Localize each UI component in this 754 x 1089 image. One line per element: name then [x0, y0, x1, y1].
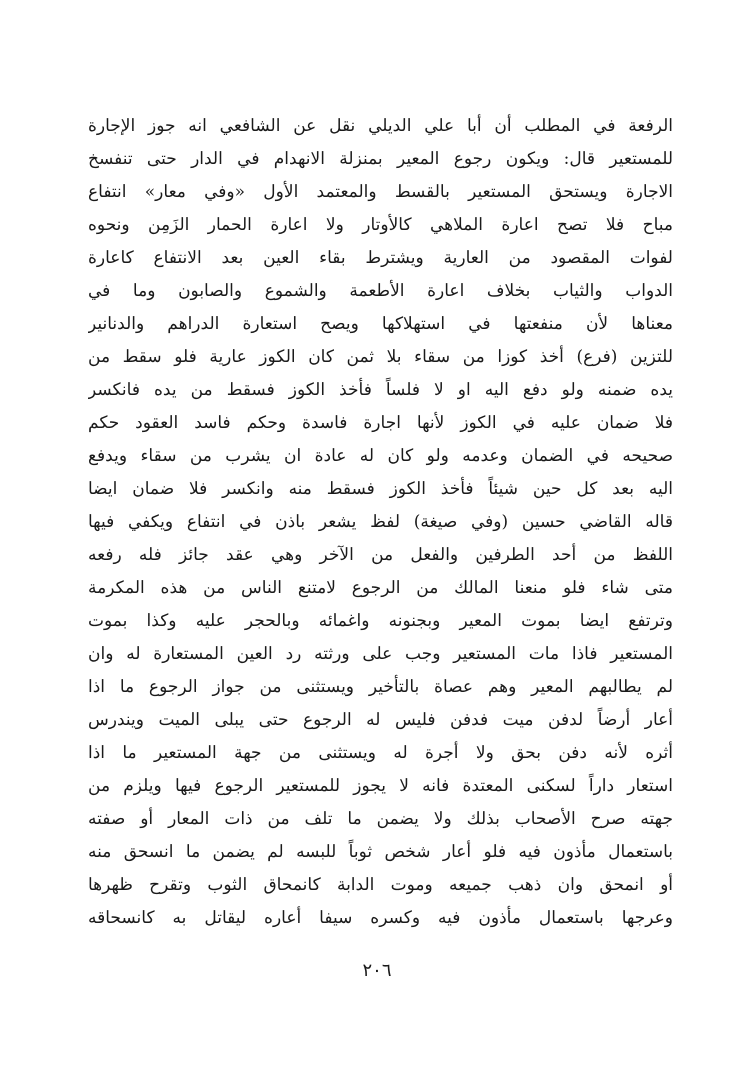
- text-line: معناها لأن منفعتها في استهلاكها ويصح استعارة الدراهم والدنانير: [88, 314, 673, 334]
- text-line: يده ضمنه ولو دفع اليه او لا فلساً فأخذ الكوز فسقط من يده فانكسر: [88, 380, 673, 400]
- text-line: وعرجها باستعمال مأذون فيه وكسره سيفا أعاره ليقاتل به كانسحاقه: [88, 908, 673, 928]
- text-line: اللفظ من أحد الطرفين والفعل من الآخر وهي عقد جائز فله رفعه: [88, 545, 673, 565]
- text-line: أو انمحق وان ذهب جميعه وموت الدابة كانمحاق الثوب وتقرح ظهرها: [88, 875, 673, 895]
- text-line: فلا ضمان عليه في الكوز لأنها اجارة فاسدة وحكم فاسد العقود حكم: [88, 413, 673, 433]
- text-line: الاجارة ويستحق المستعير بالقسط والمعتمد الأول «وفي معار» انتفاع: [88, 182, 673, 202]
- text-line: لم يطالبهم المعير وهم عصاة بالتأخير ويستثنى من جواز الرجوع ما اذا: [88, 677, 673, 697]
- text-line: لفوات المقصود من العارية ويشترط بقاء العين بعد الانتفاع كاعارة: [88, 248, 673, 268]
- text-line: استعار داراً لسكنى المعتدة فانه لا يجوز للمستعير الرجوع فيها ويلزم من: [88, 776, 673, 796]
- text-line: صحيحه في الضمان وعدمه ولو كان له عادة ان يشرب من سقاء ويدفع: [88, 446, 673, 466]
- text-line: وترتفع ايضا بموت المعير وبجنونه واغمائه وبالحجر عليه وكذا بموت: [88, 611, 673, 631]
- body-text: [88, 110, 673, 935]
- text-line: للتزين (فرع) أخذ كوزا من سقاء بلا ثمن كان الكوز عارية فلو سقط من: [88, 347, 673, 367]
- text-line: جهته صرح الأصحاب بذلك ولا يضمن ما تلف من ذات المعار أو صفته: [88, 809, 673, 829]
- text-line: اليه بعد كل حين شيئاً فأخذ الكوز فسقط منه وانكسر فلا ضمان ايضا: [88, 479, 673, 499]
- text-line: مباح فلا تصح اعارة الملاهي كالأوتار ولا اعارة الحمار الزَمِن ونحوه: [88, 215, 673, 235]
- text-line: أعار أرضاً لدفن ميت فدفن فليس له الرجوع حتى يبلى الميت ويندرس: [88, 710, 673, 730]
- text-line: قاله القاضي حسين (وفي صيغة) لفظ يشعر باذن في انتفاع ويكفي فيها: [88, 512, 673, 532]
- text-line: متى شاء فلو منعنا المالك من الرجوع لامتنع الناس من هذه المكرمة: [88, 578, 673, 598]
- text-line: باستعمال مأذون فيه فلو أعار شخص ثوباً للبسه لم يضمن ما انسحق منه: [88, 842, 673, 862]
- text-line: الرفعة في المطلب أن أبا علي الديلي نقل عن الشافعي انه جوز الإجارة: [88, 116, 673, 136]
- text-line: أثره لأنه دفن بحق ولا أجرة له ويستثنى من جهة المستعير ما اذا: [88, 743, 673, 763]
- text-line: المستعير فاذا مات المستعير وجب على ورثته رد العين المستعارة له وان: [88, 644, 673, 664]
- text-line: للمستعير قال: ويكون رجوع المعير بمنزلة الانهدام في الدار حتى تنفسخ: [88, 149, 673, 169]
- page-number: ٢٠٦: [362, 960, 392, 981]
- text-line: الدواب والثياب بخلاف اعارة الأطعمة والشموع والصابون وما في: [88, 281, 673, 301]
